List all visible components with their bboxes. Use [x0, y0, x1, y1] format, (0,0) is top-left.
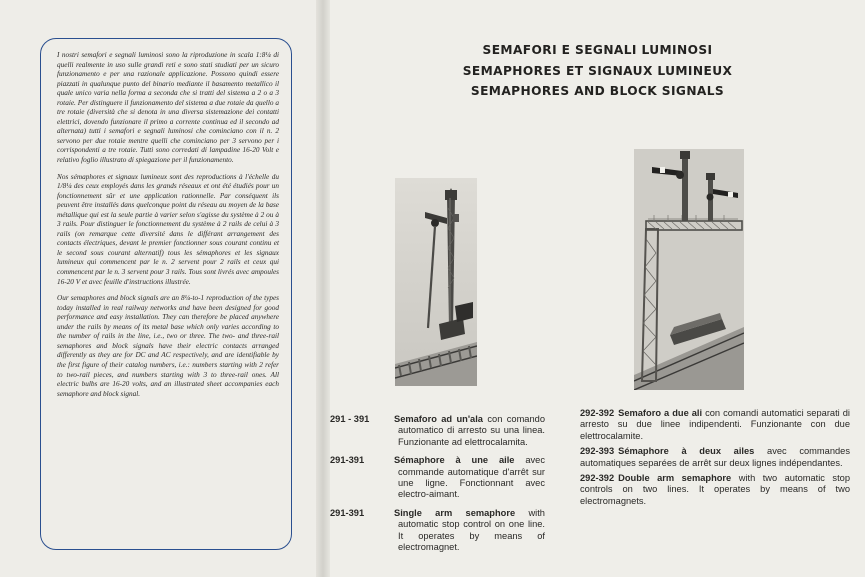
book-gutter — [316, 0, 330, 577]
right-page — [330, 0, 865, 577]
caption-name: Sémaphore à deux ailes — [618, 446, 755, 457]
caption-description: with automatic stop control on one line. It operates by means of electromagnet. — [398, 507, 545, 553]
page-title-block — [330, 40, 865, 102]
caption-description: avec commande automatique d'arrêt sur une ligne. Fonctionnant avec electro-aimant. — [398, 455, 545, 500]
intro-paragraph-english: Our semaphores and block signals are an 8¼-to-1 reproduction of the types today installed in real railway networks and have been designed for good performance and easy installation. They can therefore be placed anywhere under the rails by means of its metal base which only varies according to the number of rails in the line, i.e., two or three. The two- and three-rail semaphores and block signals have their electric contacts arranged differently as they are for DC and AC respectively, and are identifiable by the first figure of their catalog numbers, i.e.: numbers starting with 2 refer to two-rail pieces, and numbers starting with 3 to three-rail ones. All electric bulbs are 16-20 volts, and an illustrated sheet accompanies each semaphore and block signal. — [57, 294, 279, 398]
caption-code: 292-393 — [580, 446, 615, 457]
caption-code: 292-392 — [580, 473, 615, 484]
intro-paragraph-french: Nos sémaphores et signaux lumineux sont des reproductions à l'échelle du 1/8¼ des ceux employés dans les grands réseaux et ont été étudiés pour un fonctionnement sûr et une application rationnelle. Par conséquent ils peuvent être installés dans quelconque point du réseau au moyen de la base métallique qui est la seule partie à varier selon s'agisse du système à 2 ou à 3 rails. Pour distinguer le fonctionnement du système à 2 rails de celui à 3 rails (on remarque cette diversité dans le différant arrangement des contacts électriques, devant le premier fonctionner sous courant continu et le second sous courant alternatif) tous les sémaphores et les signaux lumineux qui commencent par le n. 2 servent pour 2 rails et ceux qui commencent par le n. 3 servent pour 3 rails. Tous sont livrés avec ampoules 16-20 V et avec feuille d'instructions illustrée. — [57, 172, 279, 286]
caption-name: Double arm semaphore — [618, 473, 732, 484]
caption-name: Semaforo a due ali — [618, 408, 703, 418]
caption-code: 291 - 391 — [330, 414, 370, 424]
title-french: SEMAPHORES ET SIGNAUX LUMINEUX — [462, 63, 733, 78]
caption-292-392-italian — [580, 408, 850, 442]
caption-description: con comandi automatici separati di arresto su due linee indipendenti. Funzionante con due elettrocalamite. — [580, 408, 850, 441]
single-arm-semaphore-photo — [395, 178, 477, 386]
intro-paragraph-italian: I nostri semafori e segnali luminosi sono la riproduzione in scala 1:8¼ di quelli realmente in uso sulle grandi reti e sono stati studiati per un sicuro funzionamento e per una razionale applicazione. Possono quindi essere piazzati in qualunque punto del binario mediante il basamento metallico il quale unico varia nella forma a seconda che si tratti del sistema a 2 o a 3 rotaie. Per distinguere il funzionamento del sistema a due rotaie da quello a tre rotaie (diversità che si denota in una diversa sistemazione dei contatti elettrici, dovendo funzionare il primo a corrente continua ed il secondo ad alternata) tutti i semafori e segnali luminosi che cominciano con il n. 2 servono per due rotaie mentre quelli che cominciano per 3 servono per i corrispondenti a tre rotaie. Tutti sono corredati di lampadine 16-20 Volt e relativo foglio illustrato di spiegazione per il funzionamento. — [57, 51, 279, 165]
caption-code: 291-391 — [330, 507, 365, 518]
caption-description: with two automatic stop controls on two lines. It operates by means of two electromagnets. — [580, 473, 850, 506]
caption-name: Semaforo ad un'ala — [394, 414, 483, 424]
intro-text-box — [40, 38, 292, 550]
caption-291-391-french — [330, 455, 545, 501]
caption-292-392-english — [580, 473, 850, 507]
caption-291-391-italian — [330, 414, 545, 448]
captions-left-column — [330, 414, 545, 560]
double-arm-semaphore-photo — [634, 149, 744, 390]
caption-name: Sémaphore à une aile — [394, 455, 515, 466]
left-page — [0, 0, 318, 577]
title-english: SEMAPHORES AND BLOCK SIGNALS — [470, 84, 725, 98]
caption-description: con comando automatico di arresto su una linea. Funzionante ad elettrocalamita. — [398, 414, 545, 447]
caption-code: 291-391 — [330, 455, 365, 466]
caption-name: Single arm semaphore — [394, 507, 516, 518]
caption-292-393-french — [580, 446, 850, 469]
caption-291-391-english — [330, 508, 545, 554]
title-italian: SEMAFORI E SEGNALI LUMINOSI — [482, 43, 713, 57]
captions-right-column — [580, 408, 850, 511]
caption-code: 292-392 — [580, 408, 615, 418]
caption-description: avec commandes automatiques separées de arrêt sur deux lignes indépendantes. — [580, 446, 851, 468]
